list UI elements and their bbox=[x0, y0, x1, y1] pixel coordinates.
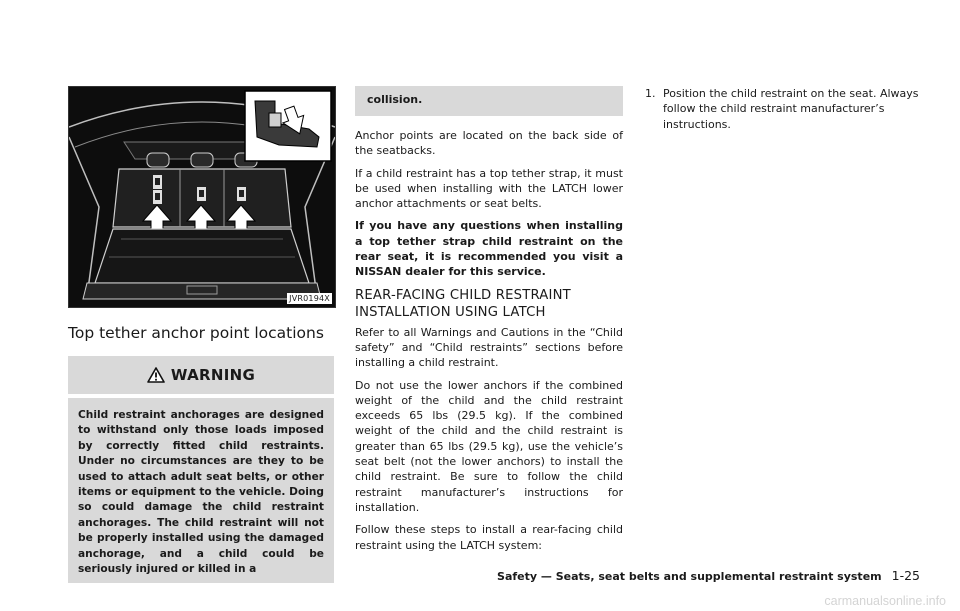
warning-header bbox=[68, 356, 334, 398]
warning-continued: collision. bbox=[355, 86, 623, 116]
page-footer bbox=[497, 568, 920, 583]
page-number: 1-25 bbox=[891, 568, 920, 583]
warning-triangle-icon bbox=[147, 367, 165, 383]
warning-text: Child restraint anchorages are designed to withstand only those loads imposed by correctly fitted child restraints. Under no circumstances are they to be used to attach adult seat belts, or other items or equipment to the vehicle. Doing so could damage the child restraint anchorages. The child restraint will not be properly installed using the damaged anchorage, and a child could be seriously injured or killed in a bbox=[78, 409, 324, 576]
step-text: Position the child restraint on the seat. Always follow the child restraint manufacturer’s instructions. bbox=[663, 87, 919, 131]
footer-section-title: Safety — Seats, seat belts and supplemental restraint system bbox=[497, 570, 882, 583]
right-column bbox=[645, 86, 920, 132]
paragraph-anchor-location: Anchor points are located on the back side of the seatbacks. bbox=[355, 129, 623, 158]
section-heading bbox=[355, 287, 623, 321]
figure-code: JVR0194X bbox=[289, 294, 330, 303]
paragraph-dealer-advice: If you have any questions when installing a top tether strap child restraint on the rear seat, it is recommended you visit a NISSAN dealer for this service. bbox=[355, 219, 623, 279]
section-heading-line-1: REAR-FACING CHILD RESTRAINT bbox=[355, 287, 571, 303]
middle-column bbox=[355, 86, 623, 560]
paragraph-weight-limit: Do not use the lower anchors if the combined weight of the child and the child restraint exceeds 65 lbs (29.5 kg). If the combined weight of the child and the child restraint is greater than 65 lbs (29.5 kg), use the vehicle’s seat belt (not the lower anchors) to install the child restraint. Be sure to follow the child restraint manufacturer’s instructions for installation. bbox=[355, 378, 623, 514]
section-heading-line-2: INSTALLATION USING LATCH bbox=[355, 304, 546, 320]
cargo-area-illustration bbox=[68, 86, 336, 308]
step-number: 1. bbox=[645, 87, 656, 100]
paragraph-follow-steps: Follow these steps to install a rear-facing child restraint using the LATCH system: bbox=[355, 523, 623, 552]
warning-heading: WARNING bbox=[170, 366, 256, 384]
paragraph-tether-strap: If a child restraint has a top tether strap, it must be used when installing with the LATCH lower anchor attachments or seat belts. bbox=[355, 166, 623, 211]
step-item bbox=[645, 86, 920, 132]
paragraph-refer-warnings: Refer to all Warnings and Cautions in the “Child safety” and “Child restraints” sections before installing a child restraint. bbox=[355, 325, 623, 370]
tether-anchor-diagram bbox=[69, 87, 335, 307]
warning-box bbox=[68, 356, 334, 583]
left-column bbox=[68, 86, 334, 583]
figure-title: Top tether anchor point locations bbox=[68, 324, 324, 342]
watermark: carmanualsonline.info bbox=[824, 594, 946, 608]
